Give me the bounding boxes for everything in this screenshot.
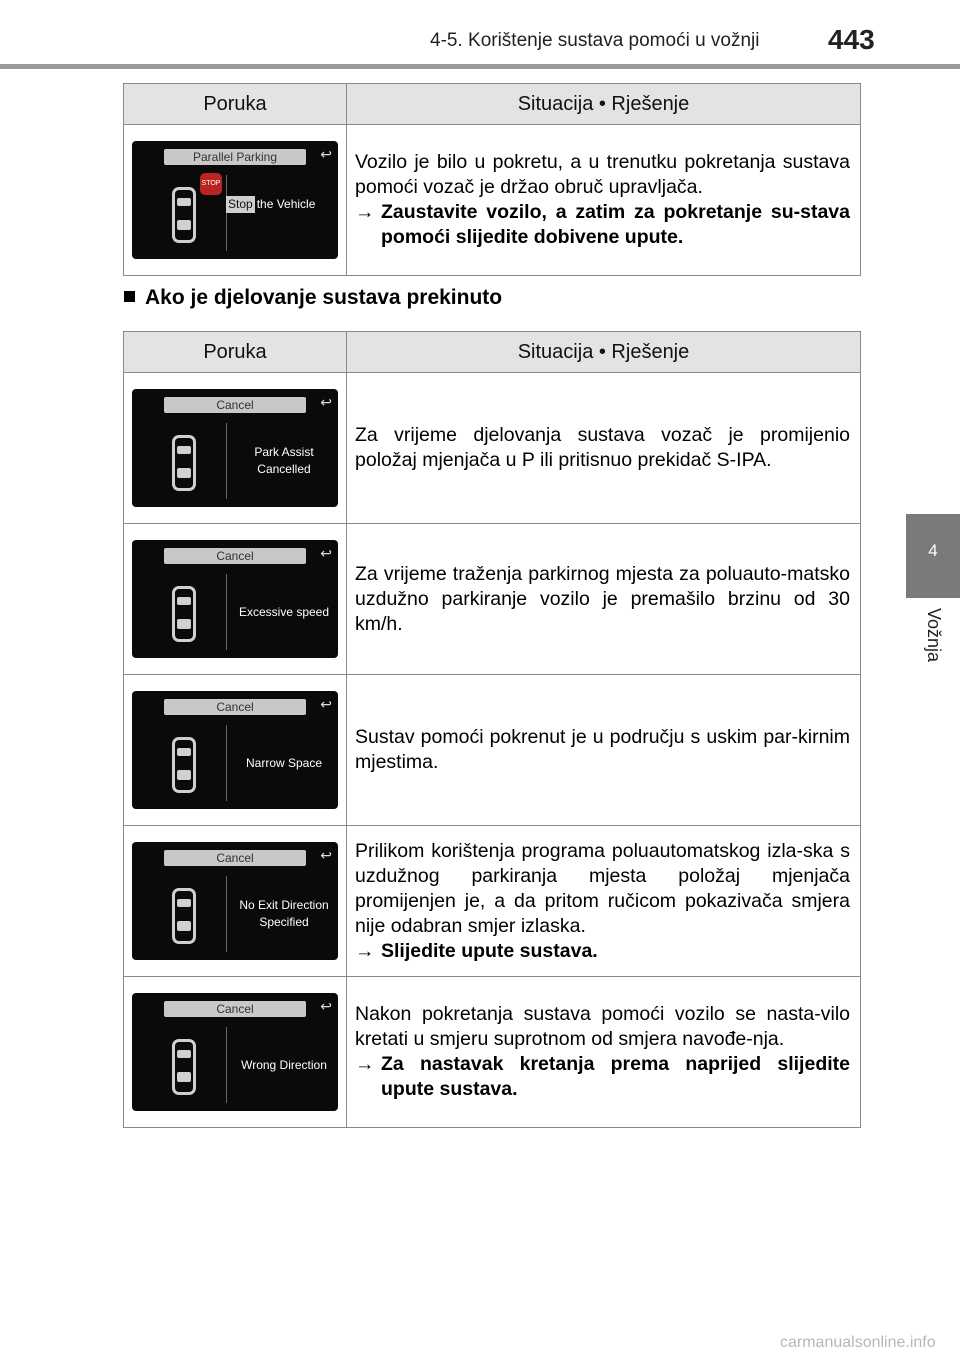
screen-title-bar: Cancel [164, 699, 306, 715]
screen-divider [226, 876, 227, 952]
table-row [124, 675, 861, 826]
back-icon: ↩ [320, 696, 332, 712]
solution [355, 939, 850, 964]
screen-cell [124, 373, 347, 524]
back-icon: ↩ [320, 998, 332, 1014]
solution-text: Za nastavak kretanja prema naprijed slijedite upute sustava. [381, 1053, 850, 1100]
column-header-solution: Situacija • Rješenje [347, 332, 861, 373]
table-row [124, 373, 861, 524]
screen-cell [124, 675, 347, 826]
column-header-solution: Situacija • Rješenje [347, 84, 861, 125]
screen-cell [124, 977, 347, 1128]
screen-divider [226, 423, 227, 499]
solution [355, 200, 850, 250]
screen-cell [124, 524, 347, 675]
situation-cell [347, 826, 861, 977]
situation-cell [347, 125, 861, 276]
screen-title-bar: Cancel [164, 850, 306, 866]
table-row [124, 524, 861, 675]
car-icon [172, 1039, 196, 1095]
message-table-main [123, 331, 861, 1128]
car-icon [172, 435, 196, 491]
column-header-message: Poruka [124, 84, 347, 125]
back-icon: ↩ [320, 394, 332, 410]
screen-message [226, 193, 330, 215]
car-icon [172, 586, 196, 642]
screen-message-rest: the Vehicle [256, 196, 316, 211]
screen-divider [226, 1027, 227, 1103]
back-icon: ↩ [320, 545, 332, 561]
screen-title-bar: Parallel Parking [164, 149, 306, 165]
stop-sign-icon: STOP [200, 173, 222, 195]
page-number: 443 [828, 24, 875, 55]
display-screenshot [132, 842, 338, 960]
screen-title-bar: Cancel [164, 397, 306, 413]
display-screenshot [132, 993, 338, 1111]
situation-cell [347, 524, 861, 675]
screen-title-bar: Cancel [164, 548, 306, 564]
square-bullet-icon [124, 291, 135, 302]
screen-cell [124, 826, 347, 977]
display-screenshot [132, 389, 338, 507]
display-screenshot [132, 691, 338, 809]
page-header-title: 4-5. Korištenje sustava pomoći u vožnji [430, 30, 760, 51]
situation-text: Vozilo je bilo u pokretu, a u trenutku pokretanja sustava pomoći vozač je držao obruč upravljača. [355, 151, 850, 198]
screen-message: Excessive speed [238, 604, 330, 619]
message-table-top [123, 83, 861, 276]
screen-message: Park Assist Cancelled [254, 445, 314, 476]
situation-text: Nakon pokretanja sustava pomoći vozilo se nasta-vilo kretati u smjeru suprotnom od smjera navođe-nja. [355, 1003, 850, 1050]
arrow-icon: → [355, 201, 375, 223]
section-heading-text: Ako je djelovanje sustava prekinuto [145, 286, 503, 309]
screen-cell [124, 125, 347, 276]
table-header-row [124, 332, 861, 373]
header-rule [0, 64, 960, 69]
chapter-tab: 4 [906, 514, 960, 598]
situation-text: Za vrijeme djelovanja sustava vozač je promijenio položaj mjenjača u P ili pritisnuo prekidač S-IPA. [355, 424, 850, 471]
situation-text: Sustav pomoći pokrenut je u području s uskim par-kirnim mjestima. [355, 726, 850, 773]
car-icon [172, 737, 196, 793]
situation-text: Prilikom korištenja programa poluautomatskog izla-ska s uzdužnog parkiranja mjesta položaj mjenjača promijenjen je, a da pritom ručicom pokazivača smjera nije odabran smjer izlaska. [355, 839, 850, 937]
screen-message: No Exit Direction Specified [239, 898, 329, 929]
situation-cell [347, 373, 861, 524]
chapter-label: Vožnja [924, 608, 944, 663]
screen-message: Wrong Direction [241, 1057, 327, 1072]
table-row [124, 826, 861, 977]
car-icon [172, 888, 196, 944]
situation-text: Za vrijeme traženja parkirnog mjesta za poluauto-matsko uzdužno parkiranje vozilo je premašilo brzinu od 30 km/h. [355, 562, 850, 635]
screen-message-highlight: Stop [228, 196, 253, 211]
screen-divider [226, 574, 227, 650]
screen-message: Narrow Space [245, 755, 323, 770]
table-row [124, 125, 861, 276]
back-icon: ↩ [320, 146, 332, 162]
screen-divider [226, 725, 227, 801]
section-heading [124, 286, 502, 310]
column-header-message: Poruka [124, 332, 347, 373]
display-screenshot [132, 540, 338, 658]
solution-text: Zaustavite vozilo, a zatim za pokretanje su-stava pomoći slijedite dobivene upute. [381, 201, 850, 248]
arrow-icon: → [355, 1053, 375, 1075]
table-header-row [124, 84, 861, 125]
solution-text: Slijedite upute sustava. [381, 939, 598, 962]
screen-title-bar: Cancel [164, 1001, 306, 1017]
table-row [124, 977, 861, 1128]
arrow-icon: → [355, 939, 375, 962]
situation-cell [347, 977, 861, 1128]
watermark: carmanualsonline.info [780, 1334, 936, 1351]
situation-cell [347, 675, 861, 826]
display-screenshot [132, 141, 338, 259]
car-icon [172, 187, 196, 243]
solution [355, 1052, 850, 1102]
back-icon: ↩ [320, 847, 332, 863]
